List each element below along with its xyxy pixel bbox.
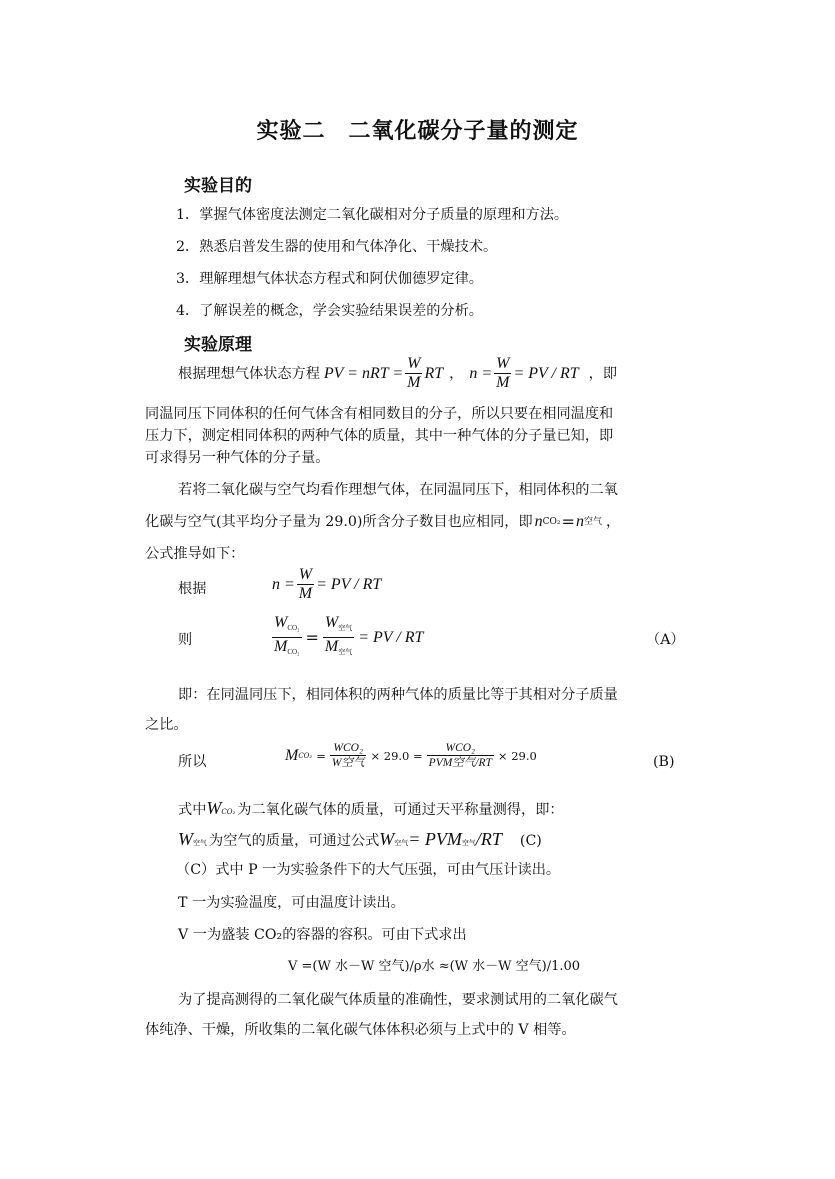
p1-comma: ， xyxy=(449,365,464,382)
m-symbol: M xyxy=(285,746,299,764)
w-symbol: W xyxy=(379,829,395,849)
p-end-line-1: 为了提高测得的二氧化碳气体质量的准确性，要求测试用的二氧化碳气 xyxy=(178,992,618,1008)
fraction-denominator: M xyxy=(298,585,313,602)
w-symbol: W xyxy=(206,798,222,818)
pv-rt: = PV / RT xyxy=(358,628,424,646)
times-29-end: × 29.0 xyxy=(497,748,537,763)
air-subscript: 空气 xyxy=(193,839,207,847)
equals-sign: = xyxy=(316,748,326,763)
c-note: （C）式中 P 一为实验条件下的大气压强，可由气压计读出。 xyxy=(176,862,561,878)
pv-rt: = PV / RT xyxy=(513,364,579,382)
co2-subscript: CO₂ xyxy=(287,648,300,656)
p1-line-2: 压力下，测定相同体积的两种气体的质量，其中一种气体的分子量已知，即 xyxy=(145,428,614,444)
eq-a-tag: （A） xyxy=(646,632,685,648)
fraction-numerator: W xyxy=(298,566,313,583)
pvm-eq: = PVM xyxy=(408,829,462,849)
w-air-text: 为空气的质量，可通过公式 xyxy=(209,833,380,849)
w-co2-over-w-air xyxy=(330,741,367,770)
w-co2-over-pvm xyxy=(427,741,494,770)
t-note: T 一为实验温度，可由温度计读出。 xyxy=(178,895,405,911)
co2-subscript: CO₂ xyxy=(221,808,236,816)
slash-rt: /RT xyxy=(475,829,502,849)
fraction-denominator: M xyxy=(496,374,510,391)
equals-sign: = xyxy=(561,512,575,531)
w-symbol: W xyxy=(178,829,193,849)
m-symbol: M xyxy=(324,638,339,655)
p3-line-2: 之比。 xyxy=(145,717,188,733)
eq-basis-label: 根据 xyxy=(178,581,207,597)
w-co2-line xyxy=(178,798,564,822)
p1-lead: 根据理想气体状态方程 xyxy=(178,365,320,382)
eq-b-tag: (B) xyxy=(653,754,675,770)
p2-line-3: 公式推导如下： xyxy=(145,546,245,562)
w-over-m-fraction xyxy=(405,355,422,392)
ideal-gas-line xyxy=(178,355,617,392)
eq-b xyxy=(285,741,537,770)
p2-line-1: 若将二氧化碳与空气均看作理想气体，在同温同压下，相同体积的二氧 xyxy=(178,482,618,498)
w-air-over-m-air xyxy=(323,614,354,661)
w-co2-lead: 式中 xyxy=(178,802,207,818)
times-29: × 29.0 = xyxy=(370,748,423,763)
page-title: 实验二 二氧化碳分子量的测定 xyxy=(256,119,579,144)
eq-then-label: 则 xyxy=(178,632,193,648)
fraction-numerator: WCO₂ xyxy=(330,741,367,756)
co2-subscript: CO₂ xyxy=(298,751,313,760)
v-formula: V =(W 水－W 空气)/ρ水 ≈(W 水－W 空气)/1.00 xyxy=(288,959,581,974)
co2-subscript: CO₂ xyxy=(287,624,300,632)
section-heading-principle: 实验原理 xyxy=(184,335,252,355)
w-co2-over-m-co2 xyxy=(272,614,302,661)
fraction-denominator: PVM空气/RT xyxy=(428,757,492,769)
n-co2: n xyxy=(534,513,543,530)
fraction-numerator: W xyxy=(407,355,421,372)
fraction-numerator: W xyxy=(496,355,510,372)
p2-line-2-end: ， xyxy=(605,514,621,530)
fraction-denominator: M xyxy=(407,374,421,391)
purpose-item-1: 1．掌握气体密度法测定二氧化碳相对分子质量的原理和方法。 xyxy=(176,207,569,223)
purpose-item-4: 4．了解误差的概念，学会实验结果误差的分析。 xyxy=(176,303,483,319)
air-subscript: 空气 xyxy=(338,624,353,632)
w-symbol: W xyxy=(274,614,288,631)
section-heading-purpose: 实验目的 xyxy=(184,176,252,196)
w-over-m-fraction-2 xyxy=(494,355,511,392)
n-eq: n = xyxy=(272,575,295,593)
p1-end: ，即 xyxy=(588,365,618,382)
purpose-item-3: 3．理解理想气体状态方程式和阿伏伽德罗定律。 xyxy=(176,271,483,287)
p1-line-1: 同温同压下同体积的任何气体含有相同数目的分子，所以只要在相同温度和 xyxy=(145,406,614,422)
fraction-numerator: WCO₂ xyxy=(427,741,494,756)
w-air-line xyxy=(178,829,542,853)
w-over-m-fraction xyxy=(297,566,314,603)
p2-line-2 xyxy=(145,512,620,532)
pv-eq: PV = nRT = xyxy=(323,364,404,382)
co2-subscript: CO₂ xyxy=(542,517,561,527)
eq-so-label: 所以 xyxy=(178,754,207,770)
air-subscript: 空气 xyxy=(338,648,353,656)
p3-line-1: 即：在同温同压下，相同体积的两种气体的质量比等于其相对分子质量 xyxy=(178,687,618,703)
p-end-line-2: 体纯净、干燥，所收集的二氧化碳气体体积必须与上式中的 V 相等。 xyxy=(145,1022,576,1038)
n-eq: n = xyxy=(469,364,493,382)
air-subscript: 空气 xyxy=(583,517,602,527)
air-subscript: 空气 xyxy=(461,839,476,847)
equals-sign: = xyxy=(305,628,319,647)
m-symbol: M xyxy=(274,638,288,655)
eq-c-tag: (C) xyxy=(519,833,542,849)
fraction-denominator: W空气 xyxy=(331,757,365,769)
pv-rt: = PV / RT xyxy=(316,575,382,593)
w-co2-text: 为二氧化碳气体的质量，可通过天平称量测得，即： xyxy=(237,802,564,818)
v-note: V 一为盛装 CO₂的容器的容积。可由下式求出 xyxy=(178,927,467,943)
eq-a xyxy=(272,614,423,661)
p1-line-3: 可求得另一种气体的分子量。 xyxy=(145,450,330,466)
n-air: n xyxy=(575,513,584,530)
purpose-item-2: 2．熟悉启普发生器的使用和气体净化、干燥技术。 xyxy=(176,239,498,255)
air-subscript: 空气 xyxy=(394,839,409,847)
p2-line-2-text: 化碳与空气(其平均分子量为 29.0)所含分子数目也应相同，即 xyxy=(145,514,533,530)
rt-term: RT xyxy=(424,364,444,382)
w-symbol: W xyxy=(324,614,339,631)
eq-basis xyxy=(272,566,381,603)
